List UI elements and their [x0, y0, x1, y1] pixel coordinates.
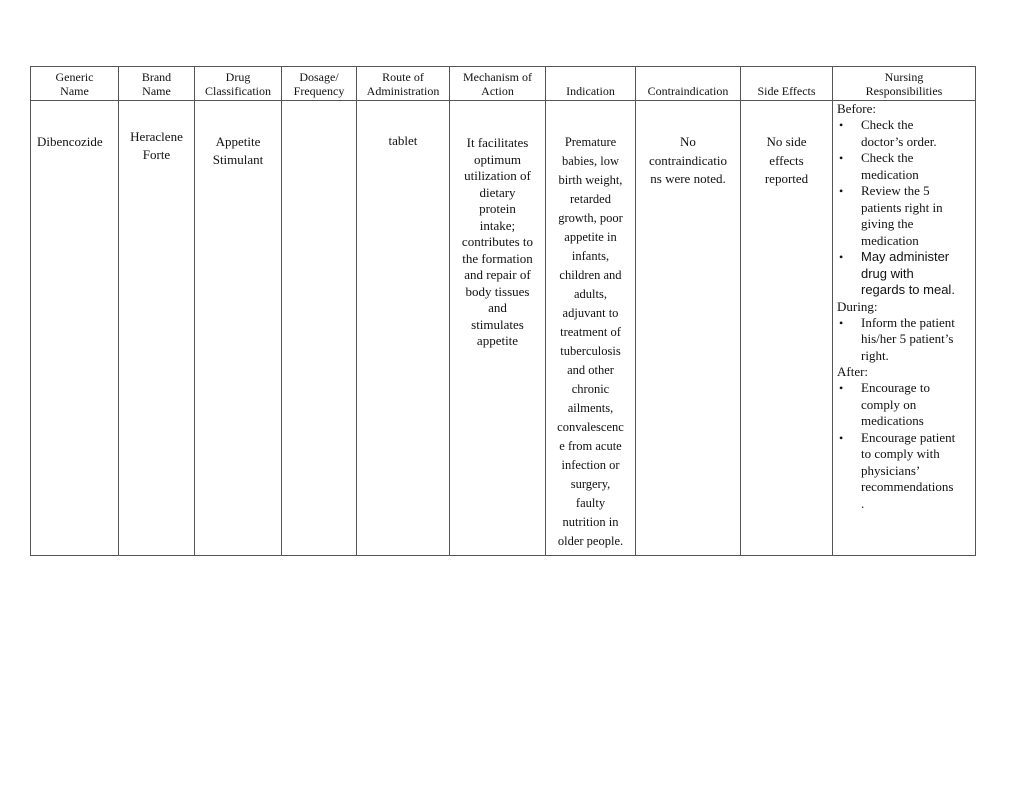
before-list	[837, 117, 971, 299]
side-effects-text: No side effects reported	[764, 134, 809, 186]
drug-study-table-container	[30, 66, 975, 556]
header-row	[31, 67, 976, 101]
bullet-icon: •	[839, 430, 844, 445]
header-nursing: Nursing Responsibilities	[833, 67, 976, 101]
cell-side-effects	[741, 101, 833, 556]
bullet-icon: •	[839, 184, 844, 198]
mechanism-text: It facilitates optimum utilization of dietary protein intake; contributes to the formation and repair of body tissues and stimulates appetite	[461, 135, 534, 348]
bullet-icon: •	[839, 151, 844, 165]
cell-contraindication	[636, 101, 741, 556]
before-label: Before:	[837, 101, 876, 116]
header-indication: Indication	[546, 67, 636, 101]
cell-route	[357, 101, 450, 556]
generic-name-text: Dibencozide	[37, 134, 103, 149]
list-item: • Check the doctor’s order.	[839, 117, 937, 149]
drug-study-table	[30, 66, 976, 556]
during-list	[837, 315, 971, 365]
list-item: • Inform the patient his/her 5 patient’s right.	[839, 314, 955, 363]
cell-brand-name	[119, 101, 195, 556]
brand-name-text: Heraclene Forte	[130, 129, 183, 162]
cell-mechanism	[450, 101, 546, 556]
drug-row	[31, 101, 976, 556]
cell-generic-name	[31, 101, 119, 556]
list-item: • Encourage patient to comply with physicians’ recommendations .	[839, 429, 956, 511]
list-item: • May administer drug with regards to meal.	[839, 249, 955, 297]
classification-text: Appetite Stimulant	[212, 134, 264, 167]
cell-indication	[546, 101, 636, 556]
header-generic-name: Generic Name	[31, 67, 119, 101]
bullet-icon: •	[839, 381, 844, 395]
after-list	[837, 380, 971, 512]
list-item: • Check the medication	[839, 150, 919, 182]
cell-dosage	[282, 101, 357, 556]
cell-classification	[195, 101, 282, 556]
list-item: • Review the 5 patients right in giving the medication	[839, 183, 943, 248]
header-route: Route of Administration	[357, 67, 450, 101]
header-dosage-frequency: Dosage/ Frequency	[282, 67, 357, 101]
header-drug-classification: Drug Classification	[195, 67, 282, 101]
list-item: • Encourage to comply on medications	[839, 380, 930, 428]
header-mechanism: Mechanism of Action	[450, 67, 546, 101]
header-contraindication: Contraindication	[636, 67, 741, 101]
indication-text: Premature babies, low birth weight, retarded growth, poor appetite in infants, children and adults, adjuvant to treatment of tuberculosis and other chronic ailments, convalescenc e from acute infection or surgery, faulty nutrition in older people.	[557, 135, 624, 548]
cell-nursing	[833, 101, 976, 556]
contraindication-text: No contraindicatio ns were noted.	[649, 134, 727, 186]
header-side-effects: Side Effects	[741, 67, 833, 101]
bullet-icon: •	[839, 315, 844, 330]
during-label: During:	[837, 298, 878, 314]
header-brand-name: Brand Name	[119, 67, 195, 101]
after-label: After:	[837, 364, 869, 379]
bullet-icon: •	[839, 250, 844, 264]
bullet-icon: •	[839, 118, 844, 132]
route-text: tablet	[388, 133, 418, 148]
